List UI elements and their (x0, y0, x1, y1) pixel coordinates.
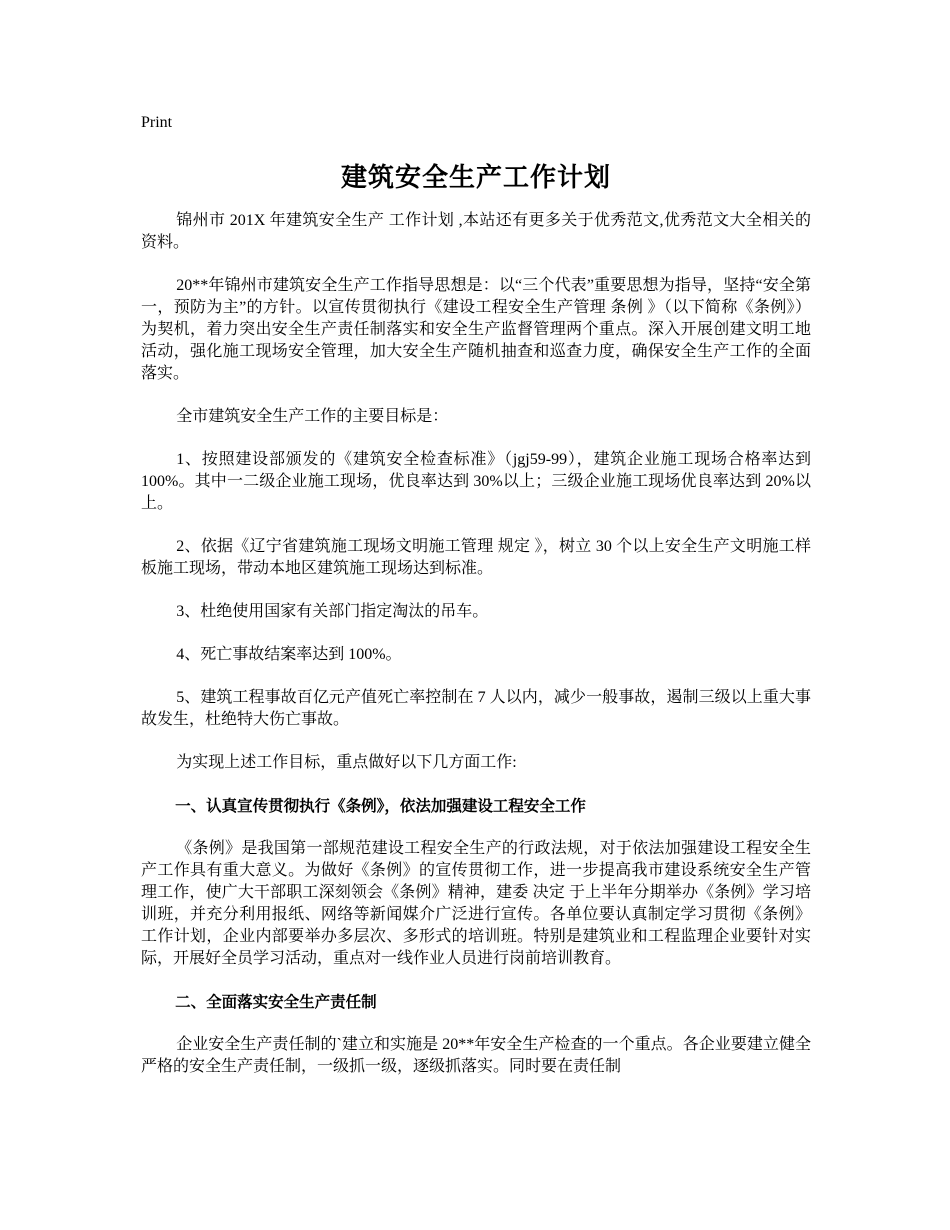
work-intro-paragraph: 为实现上述工作目标，重点做好以下几方面工作: (176, 754, 517, 771)
goal-item-2: 2、依据《辽宁省建筑施工现场文明施工管理 规定 》，树立 30 个以上安全生产文明施工样板施工现场，带动本地区建筑施工现场达到标准。 (141, 538, 811, 577)
section-2-paragraph: 企业安全生产责任制的`建立和实施是 20**年安全生产检查的一个重点。各企业要建立健全严格的安全生产责任制，一级抓一级，逐级抓落实。同时要在责任制 (141, 1036, 811, 1075)
print-link[interactable]: Print (141, 114, 173, 131)
section-1-paragraph: 《条例》是我国第一部规范建设工程安全生产的行政法规，对于依法加强建设工程安全生产工作具有重大意义。为做好《条例》的宣传贯彻工作，进一步提高我市建设系统安全生产管理工作，使广大干部职工深刻领会《条例》精神，建委 决定 于上半年分期举办《条例》学习培训班，并充分利用报纸、网络等新闻媒介广泛进行宣传。各单位要认真制定学习贯彻《条例》工作计划，企业内部要举办多层次、多形式的培训班。特别是建筑业和工程监理企业要针对实际，开展好全员学习活动，重点对一线作业人员进行岗前培训教育。 (141, 840, 811, 967)
section-heading-2: 二、全面落实安全生产责任制 (175, 993, 377, 1011)
guiding-ideology-paragraph: 20**年锦州市建筑安全生产工作指导思想是：以“三个代表”重要思想为指导，坚持“安全第一，预防为主”的方针。以宣传贯彻执行《建设工程安全生产管理 条例 》（以下简称《条例》）为契机，着力突出安全生产责任制落实和安全生产监督管理两个重点。深入开展创建文明工地活动，强化施工现场安全管理，加大安全生产随机抽查和巡查力度，确保安全生产工作的全面落实。 (141, 277, 811, 382)
goals-intro-paragraph: 全市建筑安全生产工作的主要目标是： (176, 408, 449, 425)
document-title: 建筑安全生产工作计划 (340, 163, 611, 193)
goal-item-5: 5、建筑工程事故百亿元产值死亡率控制在 7 人以内，减少一般事故，遏制三级以上重大事故发生，杜绝特大伤亡事故。 (141, 689, 811, 728)
goal-item-3: 3、杜绝使用国家有关部门指定淘汰的吊车。 (176, 603, 489, 620)
goal-item-4: 4、死亡事故结案率达到 100%。 (176, 646, 402, 663)
goal-item-1: 1、按照建设部颁发的《建筑安全检查标准》（jgj59-99），建筑企业施工现场合格率达到 100%。其中一二级企业施工现场，优良率达到 30%以上；三级企业施工现场优良率达到 20%以上。 (141, 451, 811, 512)
document-page (141, 112, 811, 1099)
intro-paragraph: 锦州市 201X 年建筑安全生产 工作计划 ,本站还有更多关于优秀范文,优秀范文大全相关的资料。 (141, 212, 811, 251)
section-heading-1: 一、认真宣传贯彻执行《条例》，依法加强建设工程安全工作 (175, 797, 586, 815)
